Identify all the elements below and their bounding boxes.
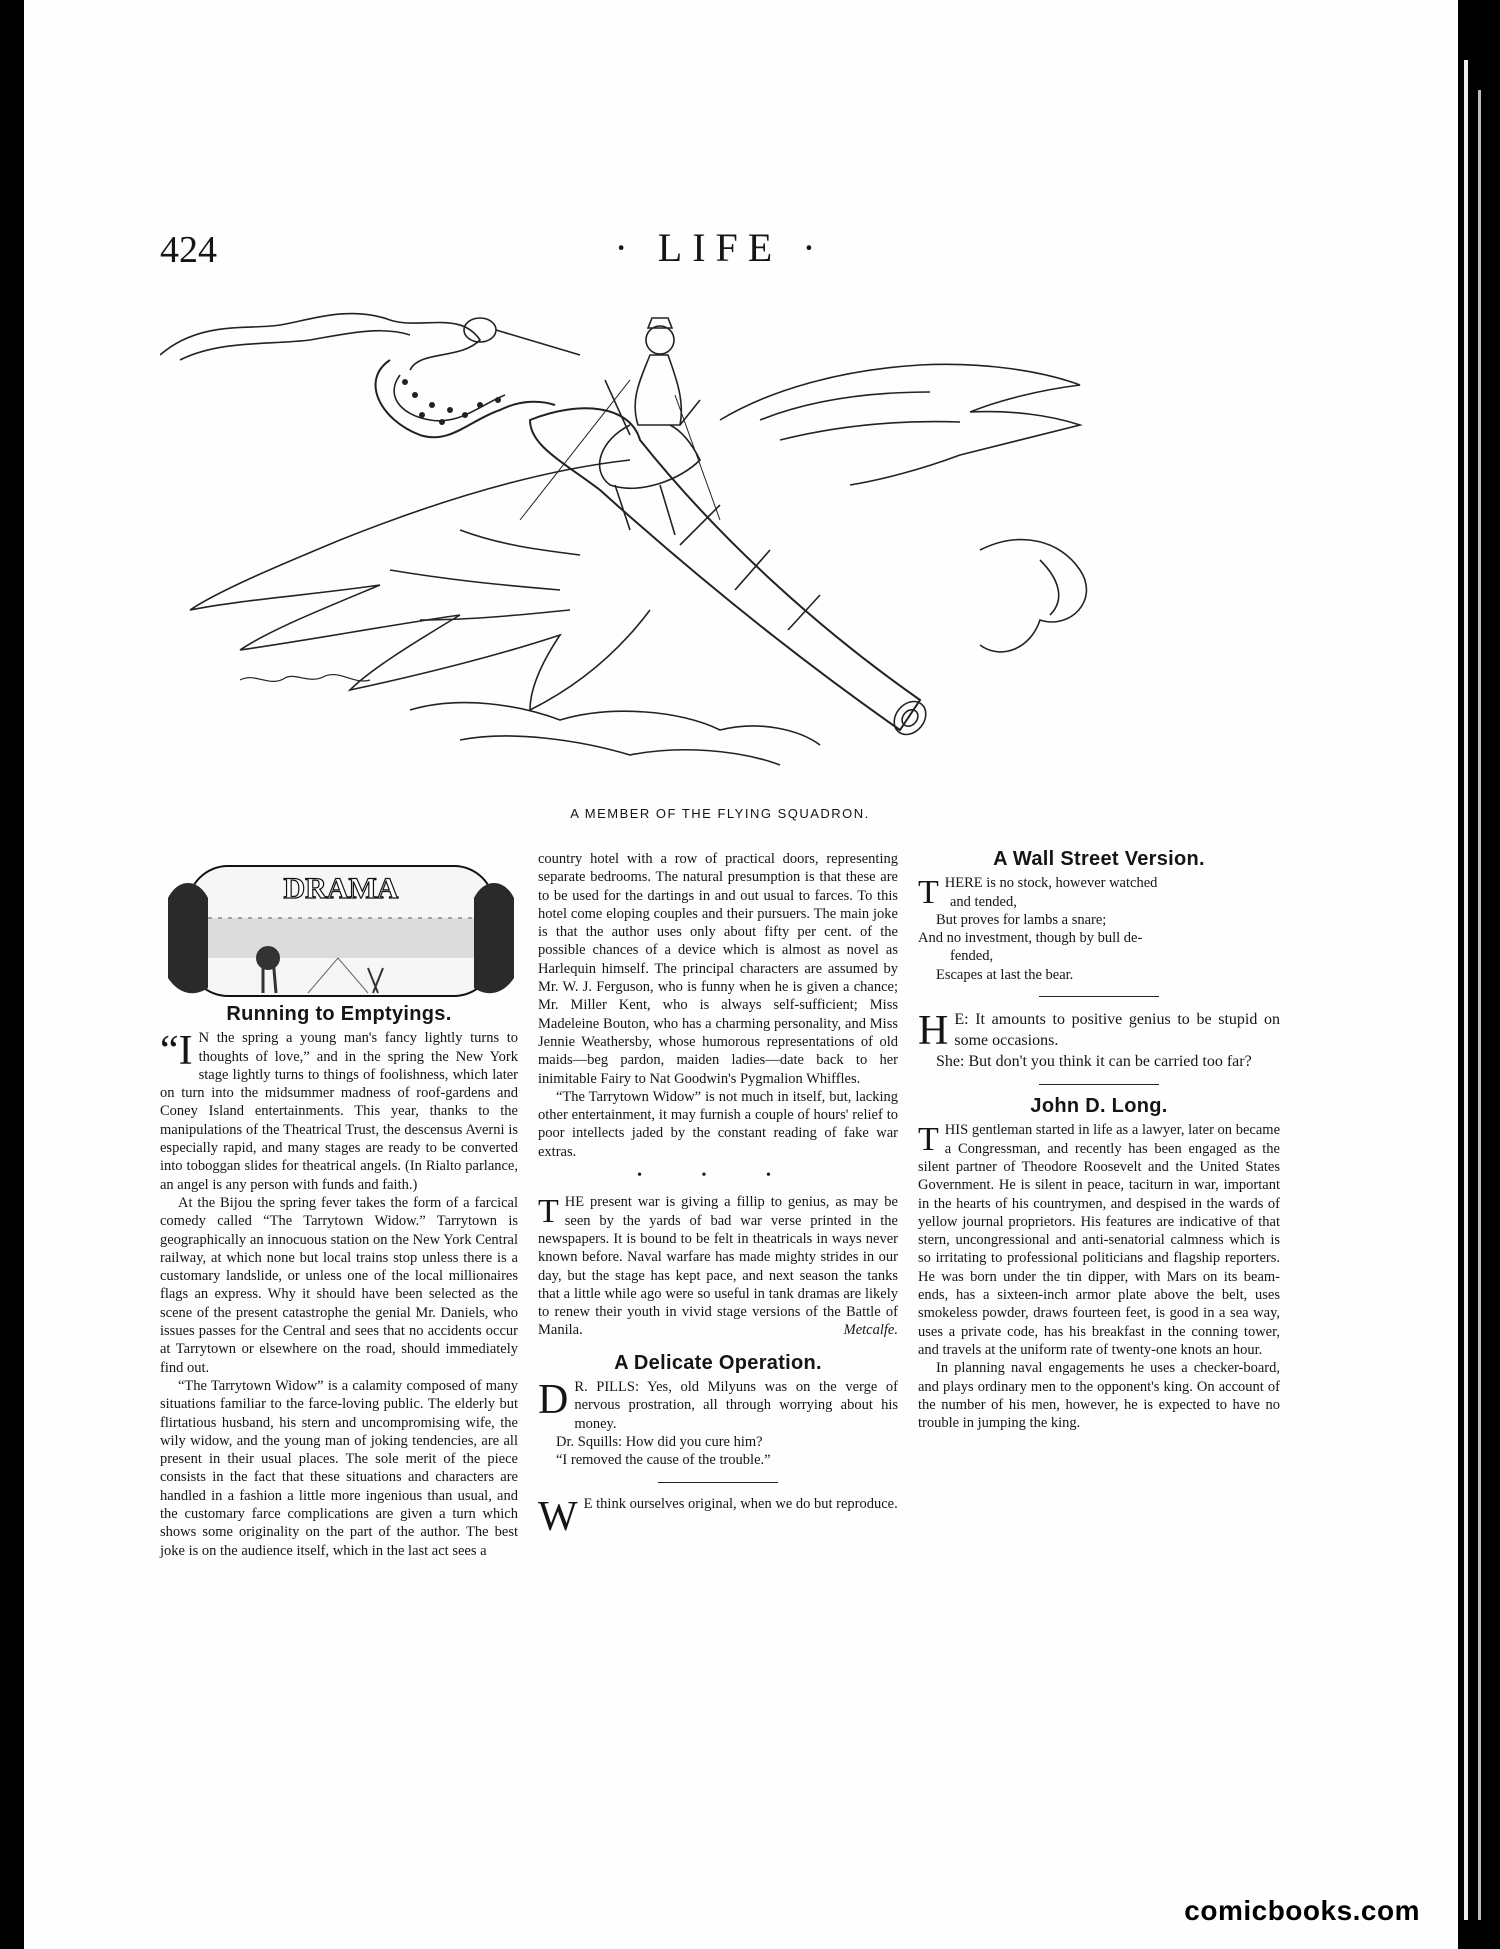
drop-cap: H bbox=[918, 1008, 949, 1055]
drama-banner-label: DRAMA bbox=[283, 872, 399, 905]
article-title-long: John D. Long. bbox=[1030, 1095, 1168, 1118]
section-rule bbox=[658, 1482, 778, 1483]
long-paragraph-2: In planning naval engagements he uses a checker-board, and plays ordinary men to the opponent's king. On account of the number of his men, however, he is expected to have no trouble in jumping the king. bbox=[918, 1360, 1280, 1432]
delicate-line-1: D R. PILLS: Yes, old Milyuns was on the verge of nervous prostration, all through worrying about his money. bbox=[538, 1377, 898, 1432]
drop-cap: T bbox=[538, 1193, 559, 1231]
flying-squadron-illustration bbox=[160, 300, 1290, 800]
she-line: She: But don't you think it can be carried too far? bbox=[936, 1053, 1252, 1071]
next-page-edge bbox=[1458, 0, 1500, 1949]
drop-cap: W bbox=[538, 1493, 578, 1540]
illustration-caption: A MEMBER OF THE FLYING SQUADRON. bbox=[570, 806, 870, 821]
masthead: · LIFE · bbox=[614, 225, 826, 270]
section-rule bbox=[1039, 996, 1159, 997]
verse-line: fended, bbox=[950, 948, 994, 965]
verse-line: THERE is no stock, however watched bbox=[918, 874, 1158, 912]
drop-cap: T bbox=[918, 874, 939, 912]
site-watermark: comicbooks.com bbox=[1184, 1895, 1420, 1926]
verse-line: Escapes at last the bear. bbox=[936, 966, 1074, 983]
long-paragraph-1: THIS gentleman started in life as a lawyer, later on became a Congressman, and recently has been engaged as the silent partner of Theodore Roosevelt and the United States Government. He is silent in peace, taciturn in war, important in the hearts of his countrymen, and despised in the wards of yellow journal proprietors. His features are indicative of that stern, uncongressional and anti-senatorial calmness which is so irritating to professional politicians and flagship reporters. He was born under the tin dipper, with Mars on its beam-ends, has a sixteen-inch armor plate above the belt, uses smokeless powder, draws fourteen feet, is good in a sea way, uses a private code, has his breakfast in the conning tower, and travels at the uniform rate of twenty-one knots an hour. bbox=[918, 1121, 1280, 1358]
article-title-running: Running to Emptyings. bbox=[226, 1003, 452, 1025]
wallstreet-verse bbox=[918, 874, 1280, 984]
drop-cap: D bbox=[538, 1377, 569, 1424]
running-paragraph-1: “I N the spring a young man's fancy lightly turns to thoughts of love,” and in the spring the New York stage lightly turns to things of foolishness, which later on turn into the midsummer madness of roof-gardens and Coney Island entertainments. This year, thanks to the manipulations of the Theatrical Trust, the descensus Averni is especially rapid, and many stages are ready to be converted into toboggan slides for theatrical angels. (In Rialto parlance, an angel is any person with funds and faith.) bbox=[160, 1028, 518, 1193]
page-number: 424 bbox=[160, 229, 217, 271]
running-paragraph-3: “The Tarrytown Widow” is a calamity composed of many situations familiar to the farce-loving public. The elderly but flirtatious husband, his stern and uncompromising wife, the wily widow, and the young man of joking tendencies, are all present in their usual places. The sole merit of the piece consists in the fact that these situations and characters are handled in a fashion a little more ingenious than usual, and the customary farce complications are given a turn which shows some originality on the part of the author. The best joke is on the audience itself, which in the last act sees a bbox=[160, 1377, 518, 1559]
article-title-wallstreet: A Wall Street Version. bbox=[993, 848, 1205, 870]
column-left bbox=[160, 1005, 518, 1560]
running-final-paragraph: “The Tarrytown Widow” is not much in itself, but, lacking other entertainment, it may furnish a couple of hours' relief to poor intellects jaded by the constant reading of fake war extras. bbox=[538, 1088, 898, 1160]
running-paragraph-2: At the Bijou the spring fever takes the form of a farcical comedy called “The Tarrytown Widow.” Tarrytown is geographically an innocuous station on the New York Central railway, at which none but local trains stop unless there is a customary landslide, or unless one of the local millionaires flags an express. Why it should have been selected as the scene of the present catastrophe the genial Mr. Daniels, who issues passes for the Central and sees that no accidents occur at Tarrytown or elsewhere on the road, should immediately find out. bbox=[160, 1194, 518, 1376]
section-rule bbox=[1039, 1084, 1159, 1085]
column-middle bbox=[538, 850, 898, 1540]
delicate-line-3: “I removed the cause of the trouble.” bbox=[556, 1452, 771, 1469]
drop-cap: “I bbox=[160, 1028, 193, 1075]
article-title-delicate: A Delicate Operation. bbox=[614, 1351, 822, 1374]
we-paragraph: W E think ourselves original, when we do but reproduce. bbox=[538, 1493, 898, 1540]
verse-line: And no investment, though by bull de- bbox=[918, 930, 1143, 947]
verse-line: and tended, bbox=[950, 893, 1017, 910]
author-signature: Metcalfe. bbox=[843, 1322, 898, 1339]
drop-cap: T bbox=[918, 1121, 939, 1159]
war-paragraph: THE present war is giving a fillip to genius, as may be seen by the yards of bad war verse printed in the newspapers. It is bound to be felt in theatricals in ways never known before. Naval warfare has made mighty strides in our day, but the stage has kept pace, and next season the tanks that a little while ago were so useful in tank dramas are likely to renew their youth in vivid stage versions of the Battle of Manila. Metcalfe. bbox=[538, 1193, 898, 1339]
delicate-line-2: Dr. Squills: How did you cure him? bbox=[556, 1433, 763, 1450]
verse-line: But proves for lambs a snare; bbox=[936, 911, 1107, 928]
column-right bbox=[918, 850, 1280, 1432]
drama-banner-illustration bbox=[168, 858, 514, 1004]
he-line: H E: It amounts to positive genius to be stupid on some occasions. bbox=[918, 1008, 1280, 1055]
section-separator-dots: • • • bbox=[637, 1168, 799, 1184]
running-continued-paragraph: country hotel with a row of practical doors, representing separate bedrooms. The natural presumption is that these are to be used for the dartings in and out usual to farces. To this hotel come eloping couples and their pursuers. The main joke is that the author uses only about fifty per cent. of the possible chances of a device which is almost as novel as Harlequin himself. The principal characters are assumed by Mr. W. J. Ferguson, who is funny when he is given a chance; Mr. Miller Kent, who is always self-sufficient; Miss Madeleine Bouton, who has a charming personality, and Miss Jennie Weathersby, whose humorous representations of old maids—beg pardon, maiden ladies—date back to her inimitable Fairy to Nat Goodwin's Pygmalion Whiffles. bbox=[538, 851, 898, 1087]
